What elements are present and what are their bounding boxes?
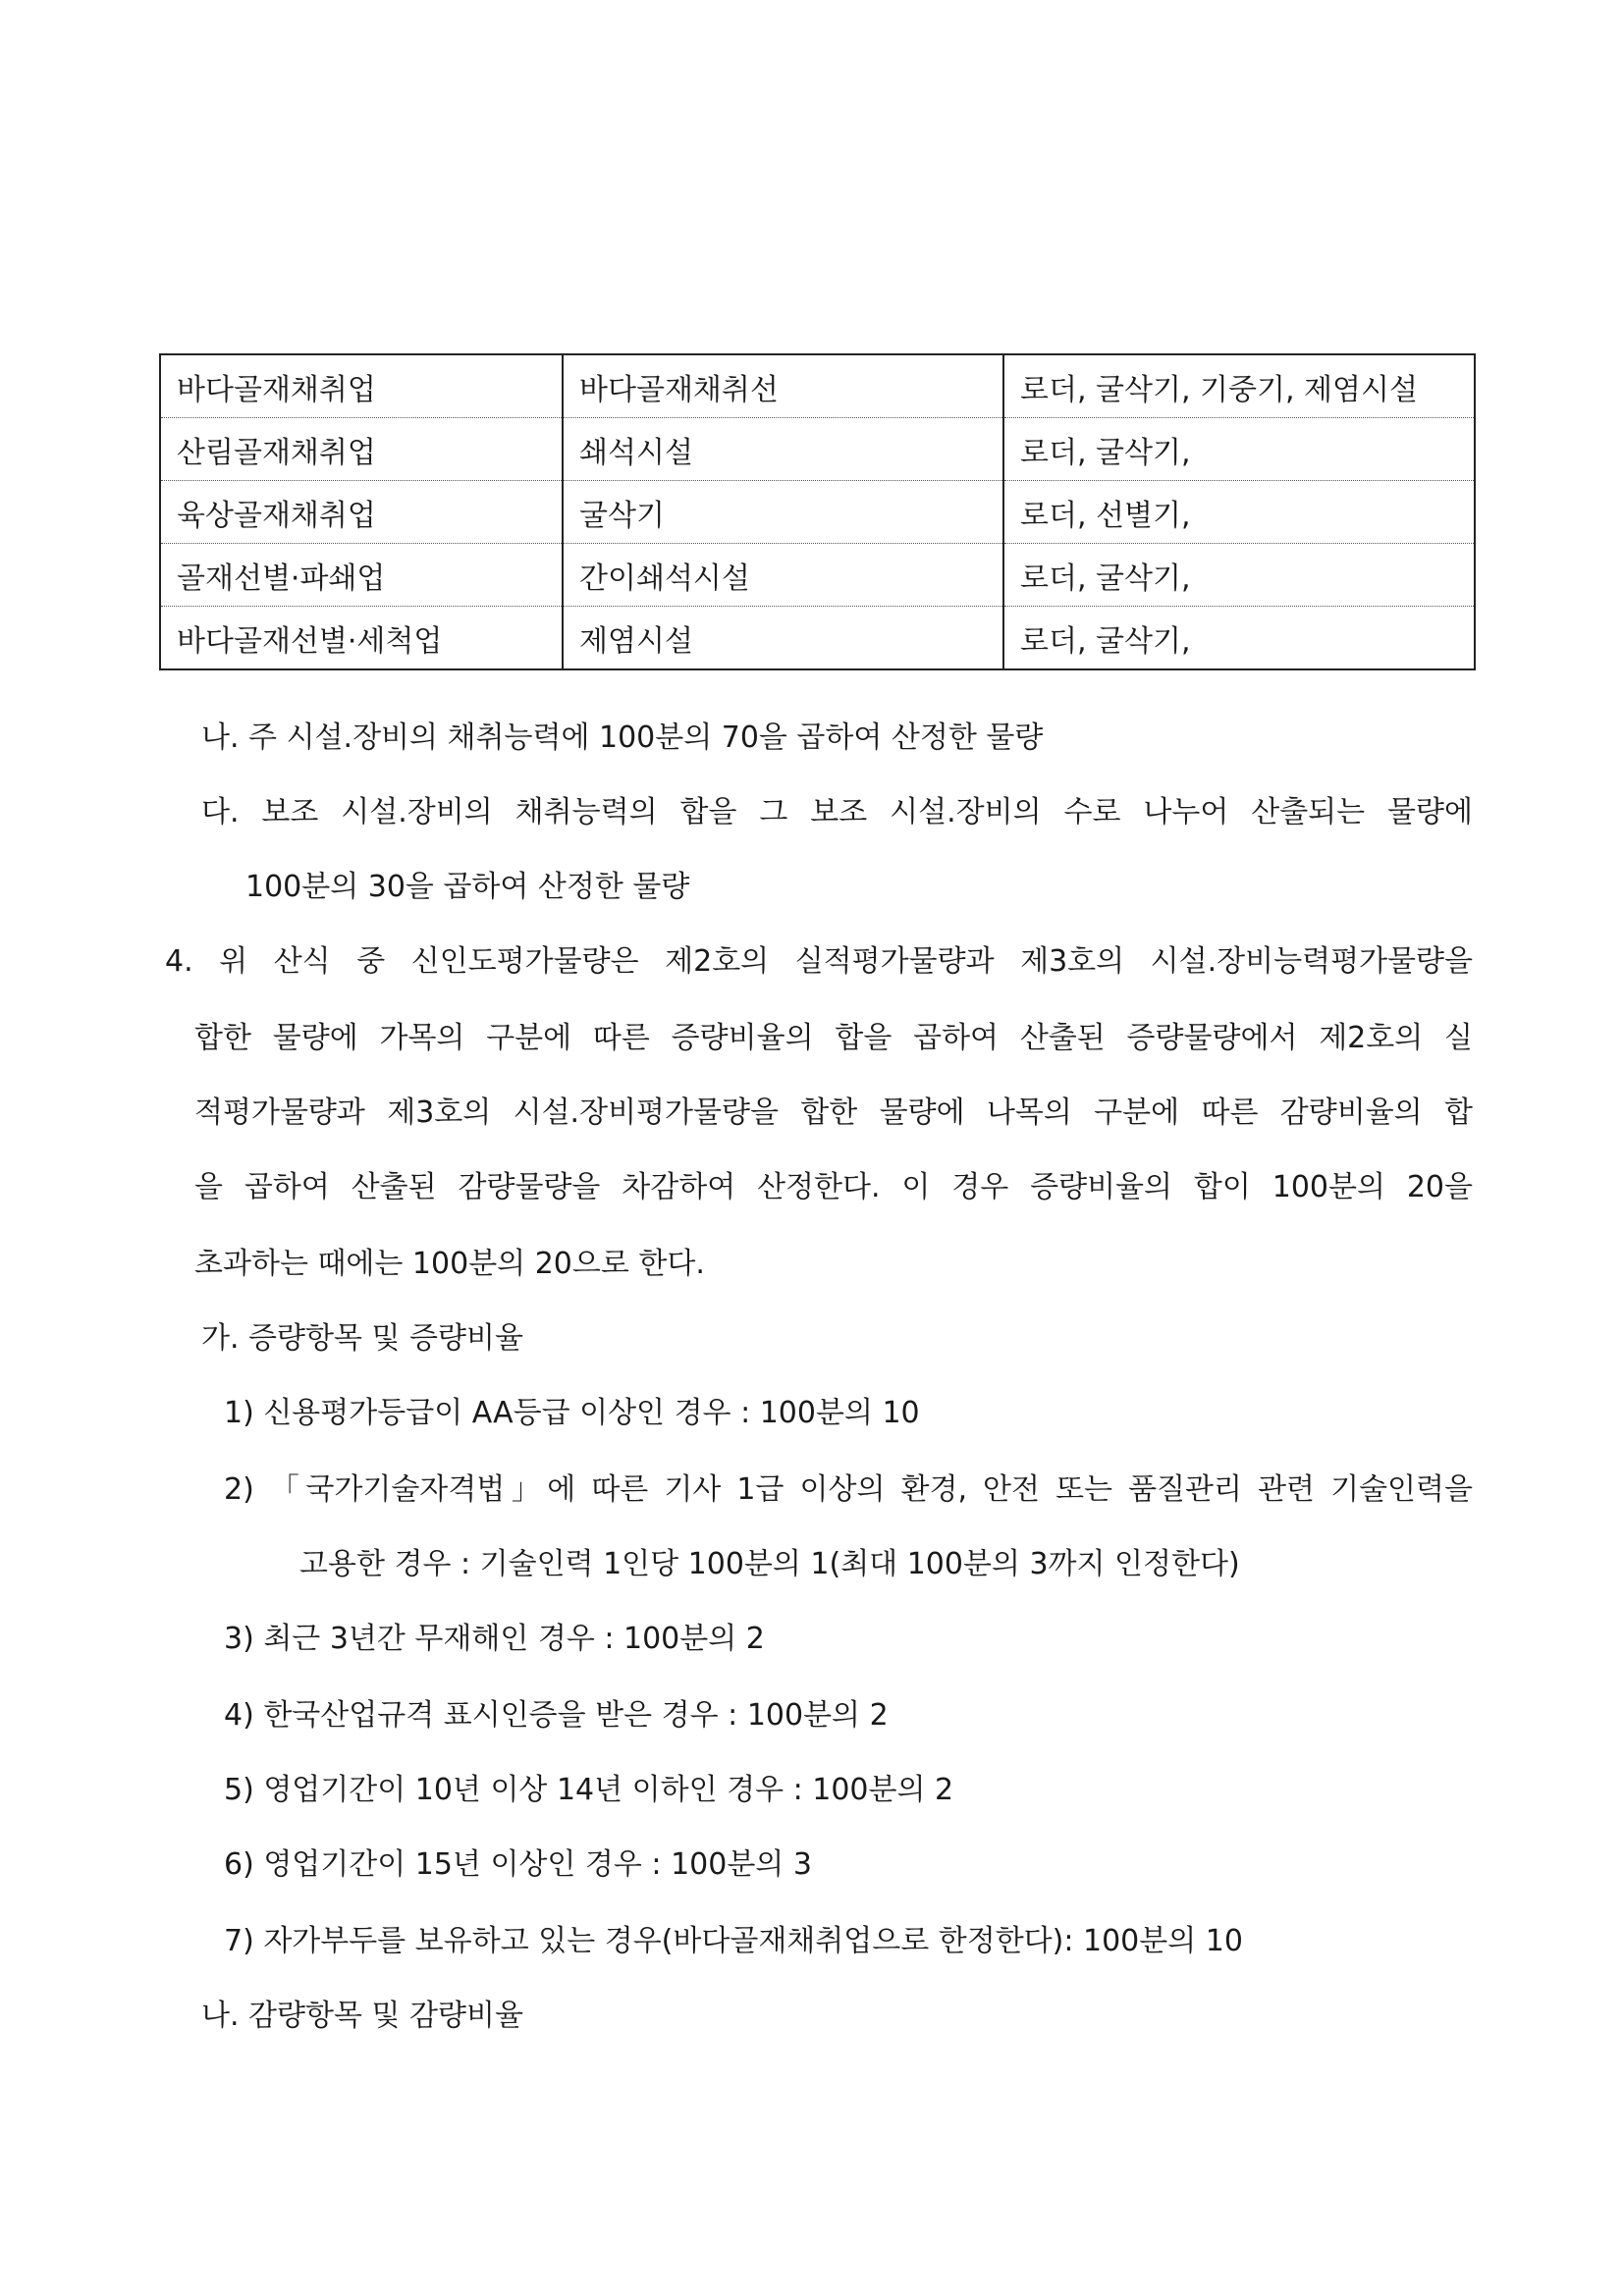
paragraph-4-line3: 적평가물량과 제3호의 시설.장비평가물량을 합한 물량에 나목의 구분에 따른 감량비율의 합 [194,1095,1473,1130]
equipment-table [159,353,1476,670]
table-cell-aux-equipment: 로더, 굴삭기, [1003,544,1475,607]
table-row [160,481,1475,544]
clause-da-aux-equipment-line2: 100분의 30을 곱하여 산정한 물량 [245,870,690,904]
increase-item-7: 7) 자가부두를 보유하고 있는 경우(바다골재채취업으로 한정한다): 100분의 10 [224,1924,1243,1958]
table-cell-business: 육상골재채취업 [160,481,563,544]
paragraph-4-line1: 4. 위 산식 중 신인도평가물량은 제2호의 실적평가물량과 제3호의 시설.장비능력평가물량을 [165,944,1473,979]
table-cell-aux-equipment: 로더, 굴삭기, 기중기, 제염시설 [1003,354,1475,418]
table-cell-main-equipment: 굴삭기 [563,481,1003,544]
subheading-na-decrease-items: 나. 감량항목 및 감량비율 [201,1999,523,2033]
increase-item-4: 4) 한국산업규격 표시인증을 받은 경우 : 100분의 2 [224,1698,889,1733]
table-row [160,354,1475,418]
table-cell-aux-equipment: 로더, 굴삭기, [1003,607,1475,670]
increase-item-5: 5) 영업기간이 10년 이상 14년 이하인 경우 : 100분의 2 [224,1773,954,1807]
table-cell-business: 바다골재채취업 [160,354,563,418]
table-cell-main-equipment: 간이쇄석시설 [563,544,1003,607]
table-row [160,418,1475,481]
clause-na-main-equipment: 나. 주 시설.장비의 채취능력에 100분의 70을 곱하여 산정한 물량 [201,721,1044,755]
paragraph-4-line5: 초과하는 때에는 100분의 20으로 한다. [194,1247,705,1281]
table-cell-business: 골재선별·파쇄업 [160,544,563,607]
clause-da-aux-equipment-line1: 다. 보조 시설.장비의 채취능력의 합을 그 보조 시설.장비의 수로 나누어 산출되는 물량에 [201,795,1473,829]
increase-item-2-line1: 2) 「국가기술자격법」에 따른 기사 1급 이상의 환경, 안전 또는 품질관리 관련 기술인력을 [224,1472,1473,1507]
table-cell-aux-equipment: 로더, 선별기, [1003,481,1475,544]
increase-item-1: 1) 신용평가등급이 AA등급 이상인 경우 : 100분의 10 [224,1396,920,1430]
table-cell-aux-equipment: 로더, 굴삭기, [1003,418,1475,481]
increase-item-3: 3) 최근 3년간 무재해인 경우 : 100분의 2 [224,1622,765,1656]
paragraph-4-line2: 합한 물량에 가목의 구분에 따른 증량비율의 합을 곱하여 산출된 증량물량에서 제2호의 실 [194,1021,1473,1055]
table-cell-business: 산림골재채취업 [160,418,563,481]
increase-item-6: 6) 영업기간이 15년 이상인 경우 : 100분의 3 [224,1847,812,1882]
table-row [160,607,1475,670]
table-cell-main-equipment: 쇄석시설 [563,418,1003,481]
table-cell-business: 바다골재선별·세척업 [160,607,563,670]
table-cell-main-equipment: 바다골재채취선 [563,354,1003,418]
table-row [160,544,1475,607]
subheading-ga-increase-items: 가. 증량항목 및 증량비율 [201,1321,523,1356]
paragraph-4-line4: 을 곱하여 산출된 감량물량을 차감하여 산정한다. 이 경우 증량비율의 합이 100분의 20을 [194,1170,1473,1204]
increase-item-2-line2: 고용한 경우 : 기술인력 1인당 100분의 1(최대 100분의 3까지 인정한다) [299,1547,1240,1581]
table-cell-main-equipment: 제염시설 [563,607,1003,670]
